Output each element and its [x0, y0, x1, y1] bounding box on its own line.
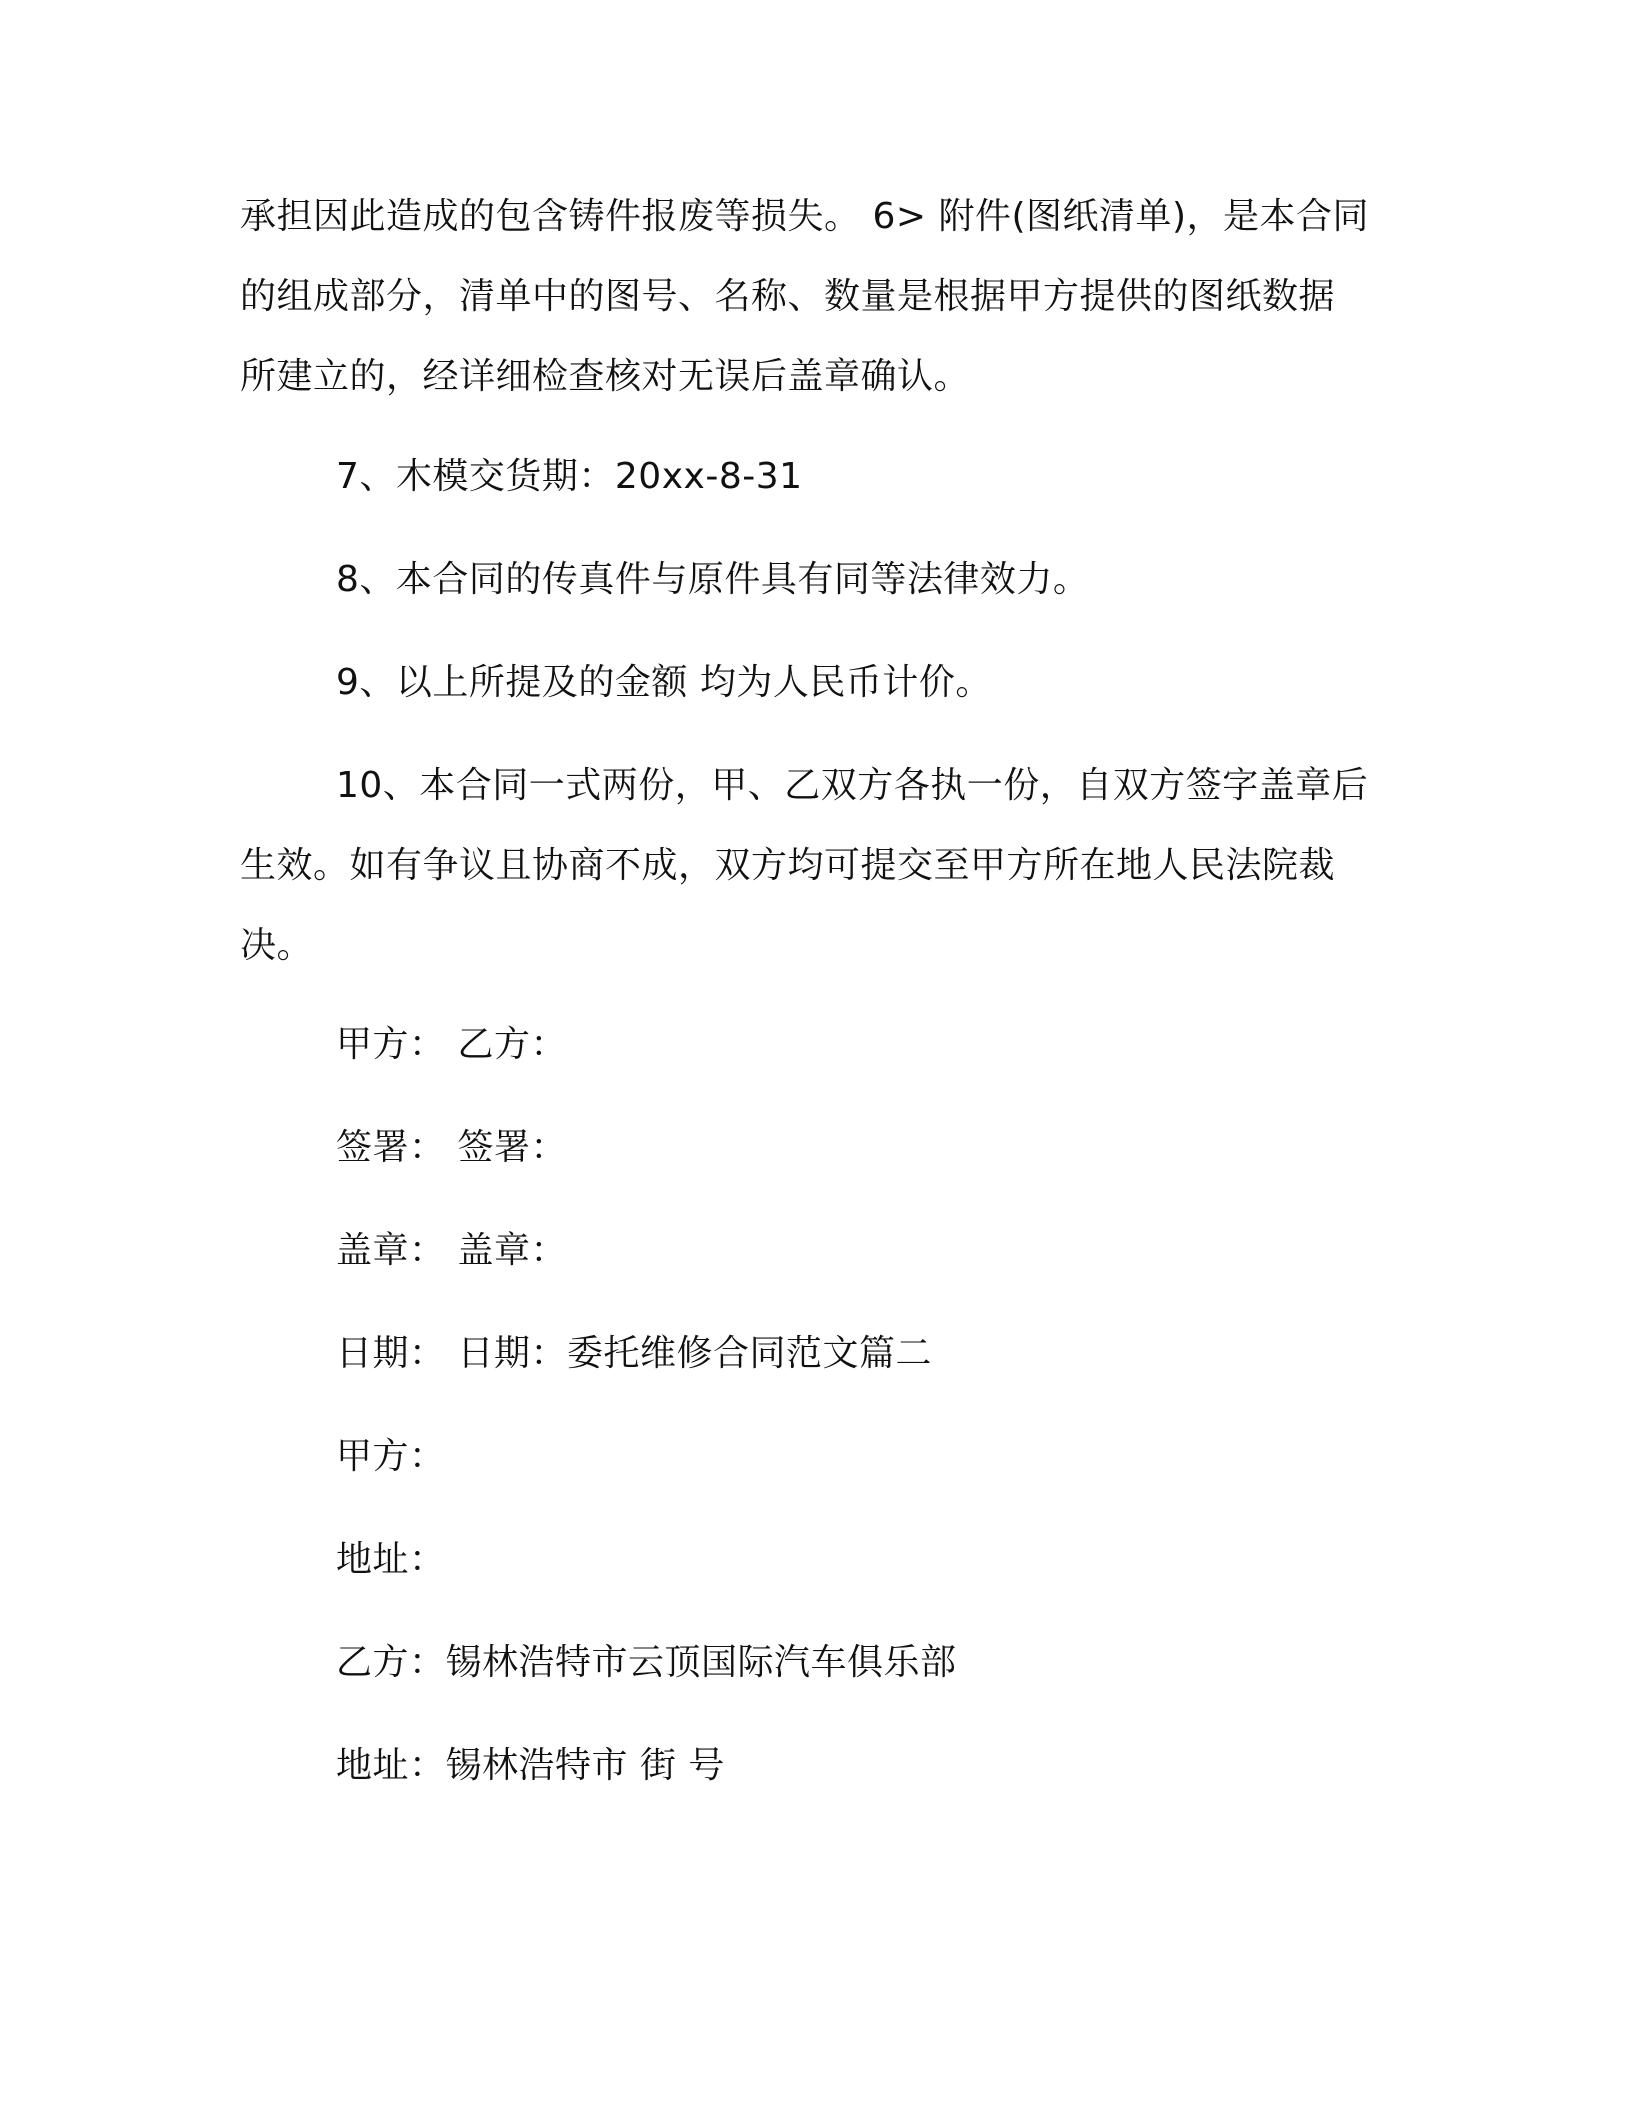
text-line: 乙方：锡林浩特市云顶国际汽车俱乐部: [336, 1642, 957, 1683]
contract-two-party-a: [240, 1417, 1400, 1497]
item-8: [240, 540, 1400, 620]
text-line: 日期： 日期：委托维修合同范文篇二: [336, 1333, 932, 1374]
paragraph-6-tail: [240, 177, 1400, 417]
text-line: 的组成部分，清单中的图号、名称、数量是根据甲方提供的图纸数据: [240, 276, 1336, 317]
text-line: 生效。如有争议且协商不成，双方均可提交至甲方所在地人民法院裁: [240, 845, 1336, 886]
signature-date: [240, 1314, 1400, 1394]
signature-parties: [240, 1005, 1400, 1085]
text-line: 10、本合同一式两份，甲、乙双方各执一份，自双方签字盖章后: [336, 765, 1369, 806]
item-9: [240, 643, 1400, 723]
text-line: 地址：锡林浩特市 街 号: [336, 1745, 725, 1786]
text-line: 地址：: [336, 1539, 446, 1580]
contract-two-party-b-address: [240, 1726, 1400, 1806]
text-line: 承担因此造成的包含铸件报废等损失。 6> 附件(图纸清单)，是本合同: [240, 196, 1370, 237]
text-line: 签署： 签署：: [336, 1127, 567, 1168]
text-line: 甲方：: [336, 1436, 446, 1477]
signature-sign: [240, 1108, 1400, 1188]
item-10: [240, 746, 1400, 986]
text-line: 所建立的，经详细检查核对无误后盖章确认。: [240, 356, 971, 397]
text-line: 8、本合同的传真件与原件具有同等法律效力。: [336, 559, 1090, 600]
text-line: 盖章： 盖章：: [336, 1230, 567, 1271]
text-line: 甲方： 乙方：: [336, 1024, 567, 1065]
text-line: 7、木模交货期：20xx-8-31: [336, 456, 803, 497]
signature-seal: [240, 1211, 1400, 1291]
contract-two-party-b: [240, 1623, 1400, 1703]
text-line: 决。: [240, 925, 314, 966]
item-7: [240, 437, 1400, 517]
contract-two-party-a-address: [240, 1520, 1400, 1600]
text-line: 9、以上所提及的金额 均为人民币计价。: [336, 662, 992, 703]
